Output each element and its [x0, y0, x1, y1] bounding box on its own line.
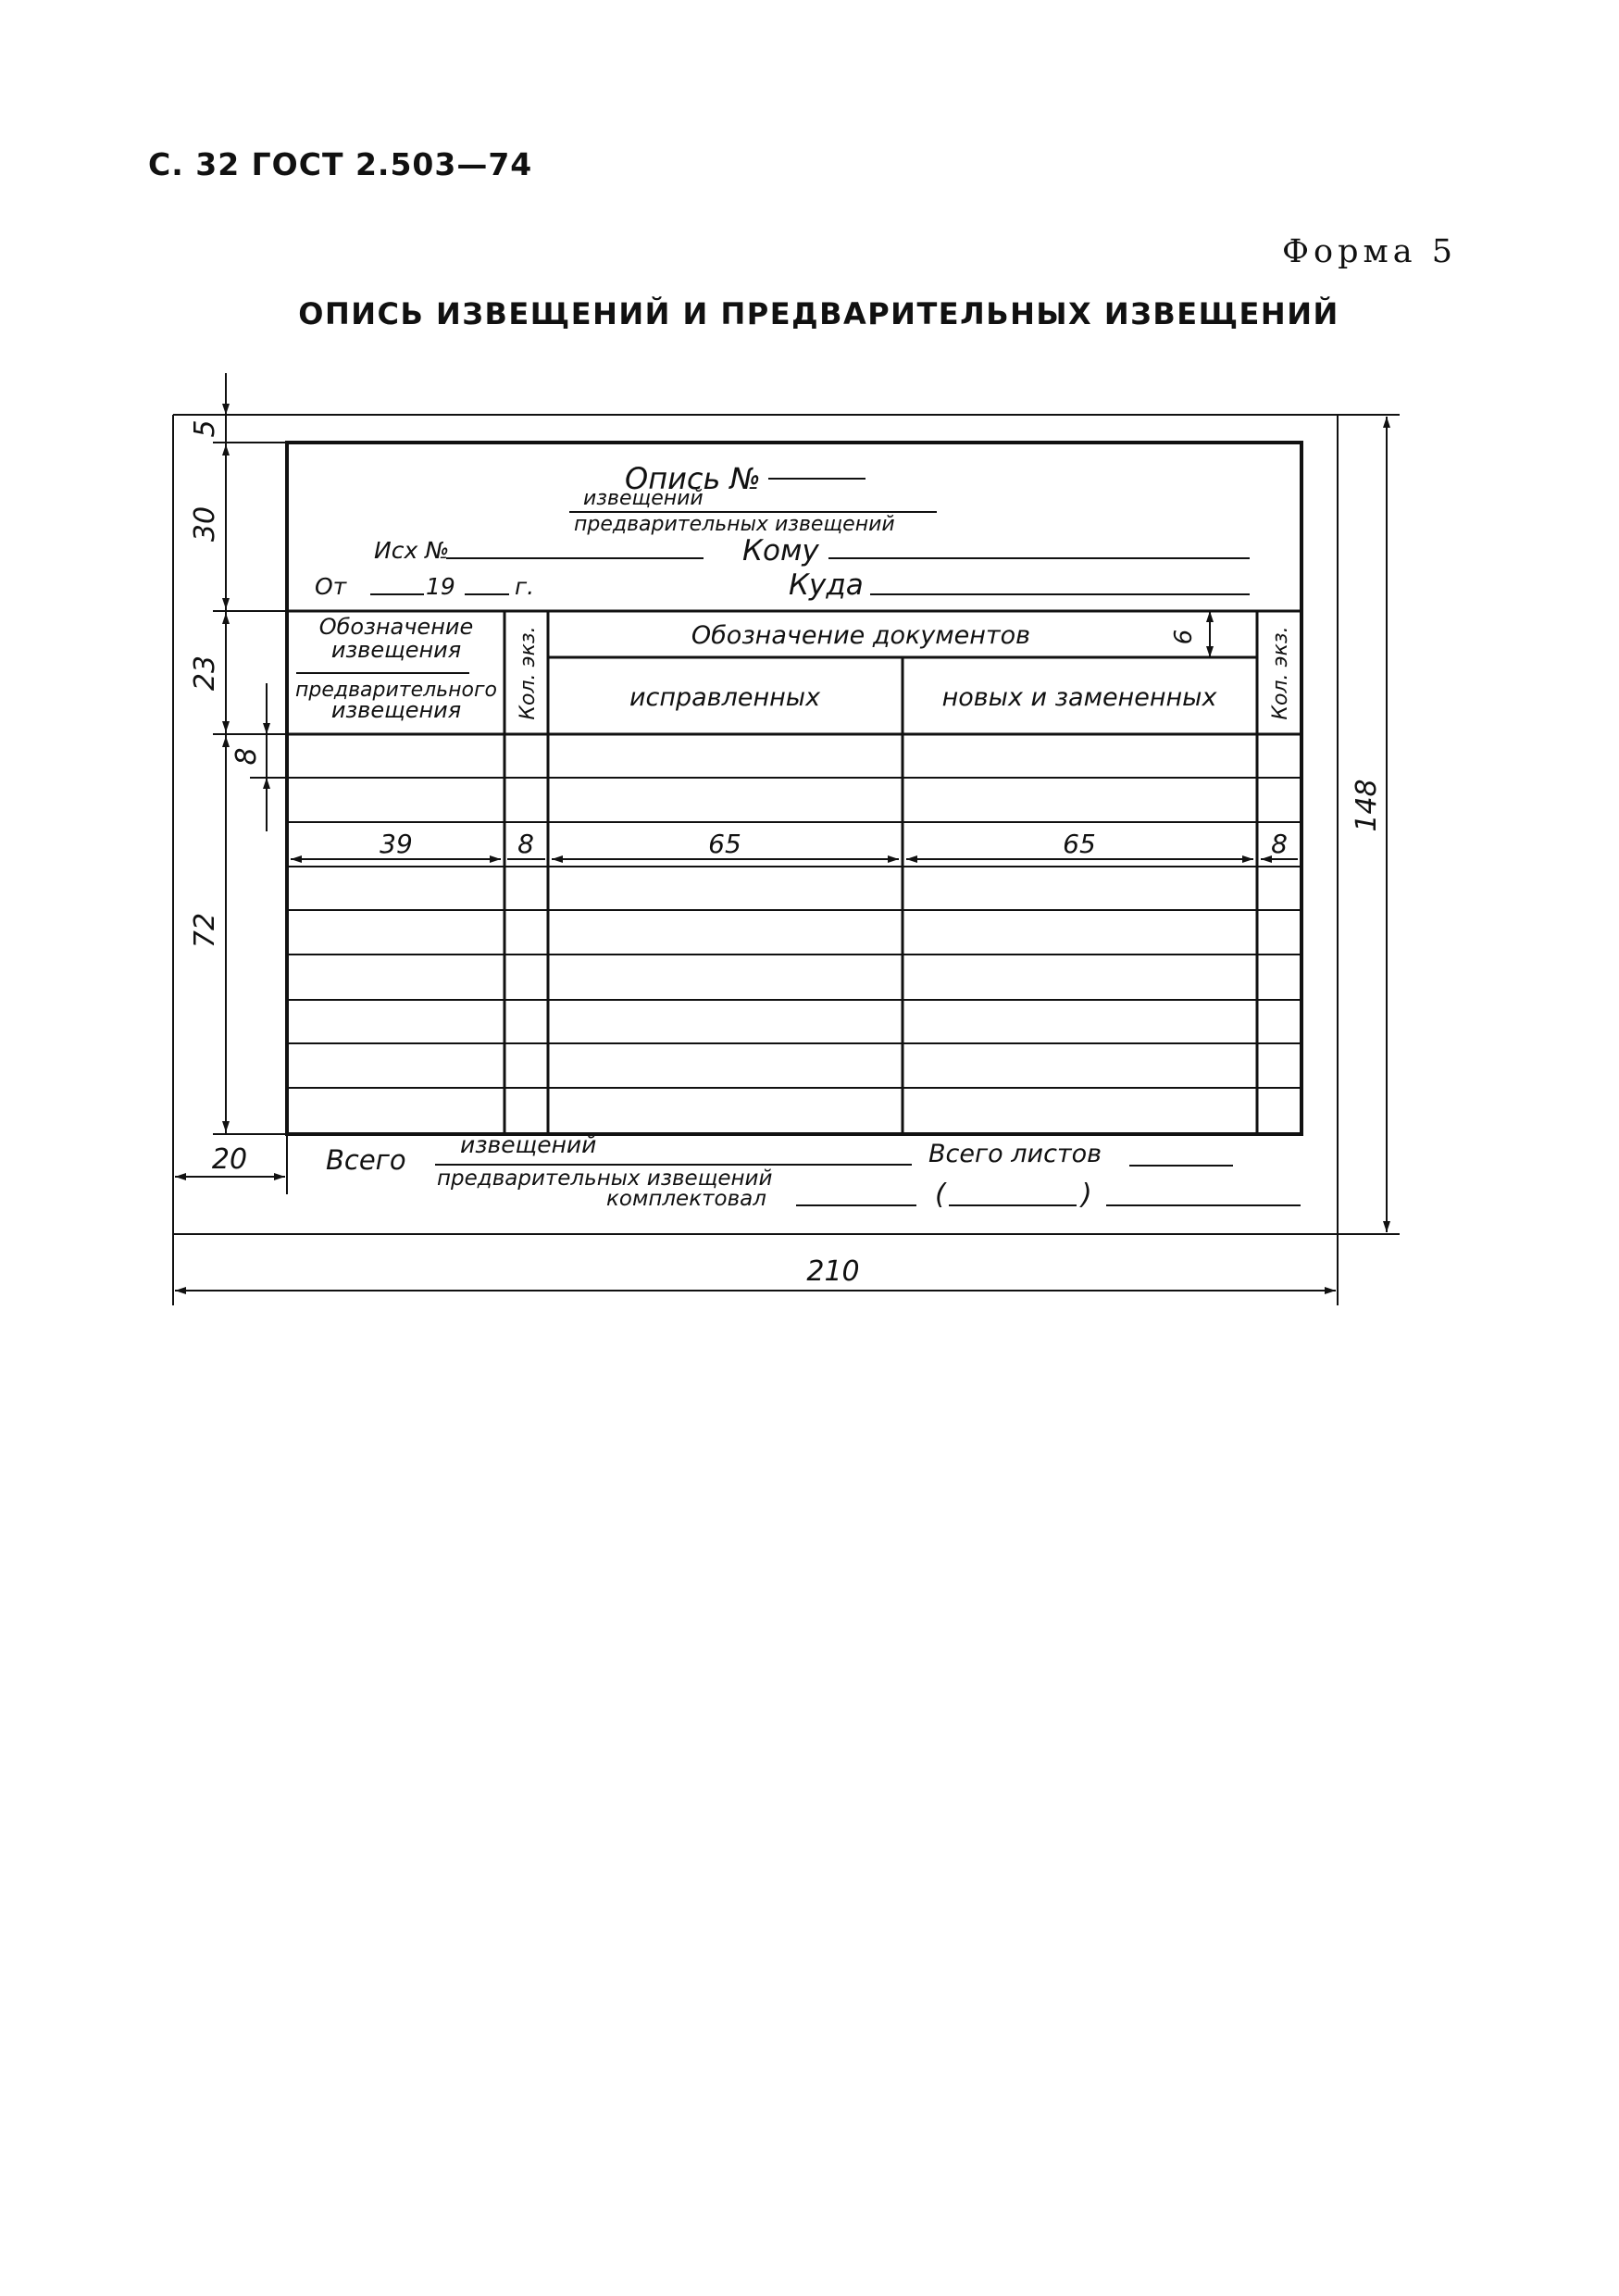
- dim-header-height-value: 30: [189, 505, 221, 543]
- footer-listov: Всего листов: [928, 1140, 1102, 1168]
- ish-label: Исх №: [374, 537, 450, 564]
- dim-left-margin-value: 20: [211, 1143, 248, 1176]
- footer-paren-close: ): [1081, 1179, 1092, 1211]
- dim-top-margin-value: 5: [189, 419, 221, 438]
- col-ispr-header: исправленных: [629, 683, 821, 712]
- dim-col2-value: 8: [517, 829, 534, 859]
- col-docs-header: Обозначение документов: [691, 621, 1031, 650]
- dim-col-header-height-value: 23: [189, 655, 221, 692]
- dim-col4-value: 65: [1063, 829, 1096, 859]
- izv-label: извещений: [583, 487, 704, 510]
- table-rows: [287, 778, 1301, 1088]
- dim-body-height-value: 72: [189, 912, 221, 949]
- g-label: г.: [515, 573, 535, 600]
- year-label: 19: [426, 573, 455, 600]
- dim-col5-value: 8: [1271, 829, 1288, 859]
- col-new-header: новых и замененных: [941, 683, 1217, 712]
- col-oboz-line1: Обозначение: [318, 614, 474, 640]
- dim-total-height-value: 148: [1351, 779, 1383, 832]
- document-title: ОПИСЬ ИЗВЕЩЕНИЙ И ПРЕДВАРИТЕЛЬНЫХ ИЗВЕЩЕНИЙ: [298, 296, 1339, 331]
- footer-vsego: Всего: [326, 1144, 406, 1176]
- dim-total-width-value: 210: [806, 1255, 860, 1288]
- footer-paren-open: (: [935, 1179, 946, 1211]
- dim-row-height-value: 8: [230, 747, 263, 766]
- opis-label: Опись №: [625, 461, 761, 496]
- dim-col3-value: 65: [708, 829, 741, 859]
- form-label: Форма 5: [1282, 233, 1458, 270]
- footer-izv: извещений: [460, 1131, 597, 1158]
- komu-label: Кому: [742, 534, 819, 568]
- footer-pred: предварительных извещений: [437, 1167, 773, 1191]
- col-oboz-line2: извещения: [330, 637, 462, 663]
- dim-col1-value: 39: [380, 829, 413, 859]
- ot-label: От: [315, 573, 347, 600]
- col-kol-1: Кол. экз.: [517, 626, 540, 720]
- col-kol-2: Кол. экз.: [1269, 626, 1292, 720]
- col-oboz-line4: извещения: [330, 697, 462, 723]
- dim-subheader-value: 9: [1167, 629, 1195, 645]
- page-header: С. 32 ГОСТ 2.503—74: [148, 146, 533, 182]
- col-oboz-line3: предварительного: [294, 679, 498, 702]
- footer-kompl: комплектовал: [606, 1187, 766, 1211]
- kuda-label: Куда: [789, 568, 864, 602]
- pred-izv-label: предварительных извещений: [574, 513, 895, 536]
